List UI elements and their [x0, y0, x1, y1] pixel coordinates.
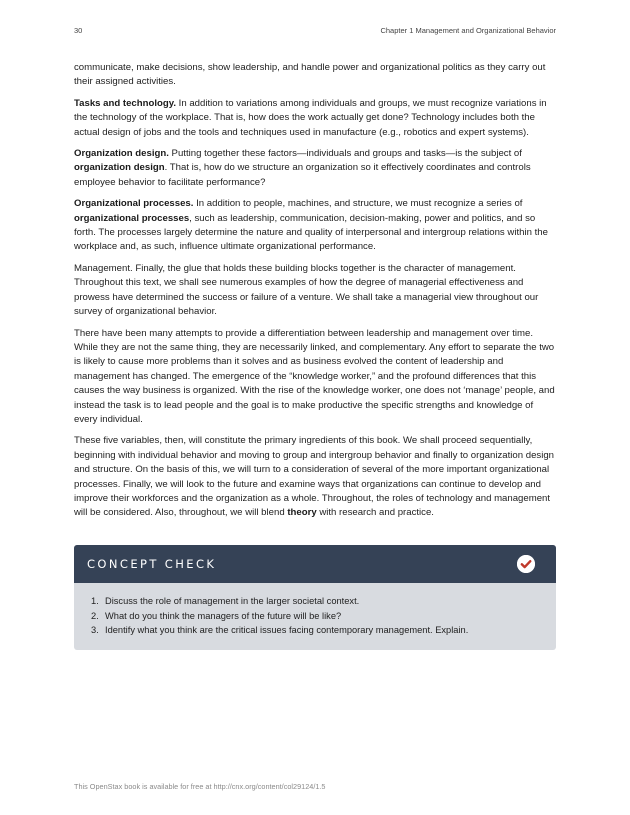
paragraph	[74, 262, 556, 320]
concept-check-list	[91, 594, 546, 638]
concept-check-box	[74, 545, 556, 650]
page-header	[74, 26, 556, 38]
paragraph-text: . That is, how do we structure an organization so it effectively coordinates and controls employee behavior to facilitate performance?	[74, 162, 531, 188]
body-text	[74, 61, 556, 528]
paragraph	[74, 197, 556, 255]
bold-term: theory	[287, 507, 317, 519]
item-number: 2.	[91, 610, 99, 621]
bold-term: Organization design.	[74, 148, 169, 160]
checkmark-circle-icon	[517, 555, 535, 573]
paragraph	[74, 327, 556, 428]
page-number: 30	[74, 26, 83, 35]
concept-check-title: CONCEPT CHECK	[87, 557, 217, 571]
paragraph-text: These five variables, then, will constitute the primary ingredients of this book. We shall proceed sequentially, beginning with individual behavior and moving to group and intergroup behavior and finally to organization design and structure. On the basis of this, we will turn to a consideration of several of the more important organizational processes. Finally, we will look to the future and examine ways that organizations can continue to develop and improve their workforces and the organization as a whole. Throughout, the roles of technology and management will be considered. Also, throughout, we will blend	[74, 435, 555, 519]
concept-check-item	[91, 623, 546, 638]
page-footer: This OpenStax book is available for free at http://cnx.org/content/col29124/1.5	[74, 782, 326, 791]
item-number: 3.	[91, 625, 99, 635]
paragraph	[74, 434, 556, 520]
concept-check-item	[91, 594, 546, 609]
bold-term: Tasks and technology.	[74, 97, 176, 109]
paragraph-text: , such as leadership, communication, decision-making, power and politics, and so forth. The processes largely determine the nature and quality of interpersonal and intergroup relations within the workplace and, as such, influence ultimate organizational performance.	[74, 212, 548, 253]
paragraph	[74, 147, 556, 190]
paragraph-text: with research and practice.	[316, 507, 434, 519]
paragraph-text: Management. Finally, the glue that holds these building blocks together is the character of management. Throughout this text, we shall see numerous examples of how the degree of managerial effectiveness and prowess have determined the success or failure of a venture. We shall take a managerial view throughout our survey of organizational behavior.	[74, 262, 539, 318]
paragraph-text: In addition to people, machines, and structure, we must recognize a series of	[193, 198, 523, 210]
paragraph-text: Putting together these factors—individuals and groups and tasks—is the subject of	[168, 148, 522, 160]
paragraph-text: There have been many attempts to provide a differentiation between leadership and management over time. While they are not the same thing, they are necessarily linked, and complementary. Any effort to separate the two is likely to cause more problems than it solves and as business evolved the content of leadership and management has changed. The emergence of the “knowledge worker,” and the profound differences that this causes the way business is organized. With the rise of the knowledge worker, one does not ‘manage’ people, and instead the task is to lead people and the goal is to make productive the specific strengths and knowledge of every individual.	[74, 327, 555, 425]
item-number: 1.	[91, 596, 99, 606]
bold-term: organization design	[74, 162, 165, 174]
paragraph-text: communicate, make decisions, show leadership, and handle power and organizational politics as they carry out their assigned activities.	[74, 62, 546, 88]
item-text: Discuss the role of management in the larger societal context.	[105, 596, 360, 606]
bold-term: Organizational processes.	[74, 198, 194, 210]
item-text: Identify what you think are the critical issues facing contemporary management. Explain.	[105, 625, 469, 635]
paragraph	[74, 61, 556, 90]
concept-check-item	[91, 609, 546, 624]
chapter-title: Chapter 1 Management and Organizational Behavior	[380, 26, 556, 35]
concept-check-header	[74, 545, 556, 583]
paragraph	[74, 97, 556, 140]
paragraph-text: In addition to variations among individuals and groups, we must recognize variations in the technology of the workplace. That is, how does the work actually get done? Technology includes both the actual design of jobs and the tools and techniques used in manufacture (e.g., robotics and expert systems).	[74, 97, 547, 138]
bold-term: organizational processes	[74, 212, 190, 224]
item-text: What do you think the managers of the future will be like?	[105, 610, 342, 621]
